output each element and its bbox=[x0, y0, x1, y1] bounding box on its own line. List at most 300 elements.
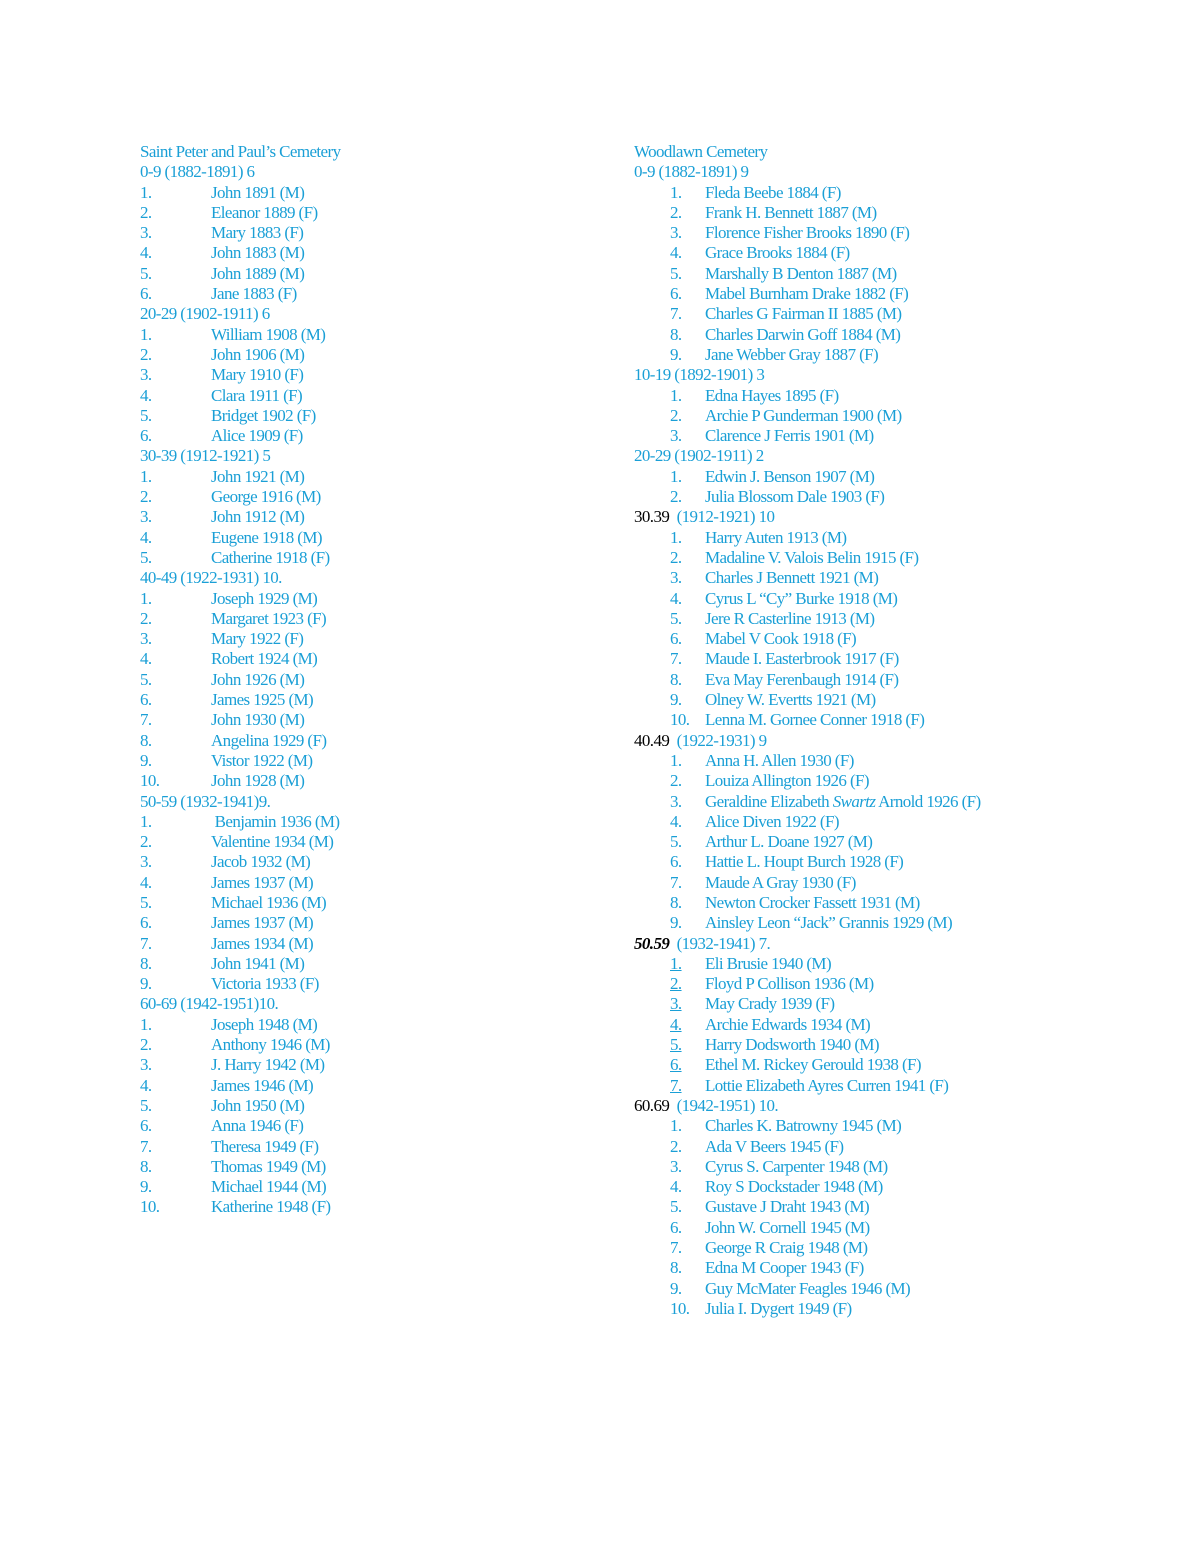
item-text: Alice 1909 (F) bbox=[211, 426, 303, 446]
year-range-count: (1942-1951) 10. bbox=[669, 1095, 779, 1115]
item-text: Maude A Gray 1930 (F) bbox=[705, 872, 856, 892]
list-item bbox=[634, 304, 1154, 324]
list-item bbox=[140, 264, 600, 284]
list-item bbox=[140, 507, 600, 527]
item-text: Ainsley Leon “Jack” Grannis 1929 (M) bbox=[705, 913, 953, 933]
item-number-underlined: 5. bbox=[670, 1035, 682, 1055]
item-number bbox=[670, 1035, 703, 1055]
item-text: John 1912 (M) bbox=[211, 507, 305, 527]
list-item bbox=[634, 710, 1154, 730]
item-text: John 1950 (M) bbox=[211, 1095, 305, 1115]
item-text: Madaline V. Valois Belin 1915 (F) bbox=[705, 547, 919, 567]
item-text: Louiza Allington 1926 (F) bbox=[705, 771, 869, 791]
list-item bbox=[634, 345, 1154, 365]
list-item bbox=[634, 568, 1154, 588]
age-group-heading: 0-9 (1882-1891) 9 bbox=[634, 162, 749, 182]
list-item bbox=[140, 1177, 600, 1197]
item-text: Florence Fisher Brooks 1890 (F) bbox=[705, 223, 910, 243]
item-text: Jane Webber Gray 1887 (F) bbox=[705, 344, 879, 364]
item-number: 6. bbox=[140, 284, 152, 304]
item-text: George R Craig 1948 (M) bbox=[705, 1238, 868, 1258]
item-text: Eleanor 1889 (F) bbox=[211, 202, 318, 222]
list-item bbox=[634, 670, 1154, 690]
item-text: Anthony 1946 (M) bbox=[211, 1035, 330, 1055]
list-item bbox=[140, 1137, 600, 1157]
list-item bbox=[634, 1157, 1154, 1177]
item-number: 7. bbox=[670, 872, 682, 892]
item-text: Katherine 1948 (F) bbox=[211, 1197, 331, 1217]
cemetery-title: Woodlawn Cemetery bbox=[634, 142, 768, 161]
item-text: Gustave J Draht 1943 (M) bbox=[705, 1197, 870, 1217]
item-number: 5. bbox=[140, 547, 152, 567]
list-item bbox=[634, 426, 1154, 446]
list-item bbox=[140, 771, 600, 791]
item-number: 6. bbox=[670, 852, 682, 872]
item-number bbox=[670, 954, 703, 974]
list-item bbox=[634, 771, 1154, 791]
item-number: 2. bbox=[670, 771, 682, 791]
item-number: 2. bbox=[670, 1136, 682, 1156]
item-text: Charles G Fairman II 1885 (M) bbox=[705, 304, 902, 324]
list-item bbox=[634, 974, 1154, 994]
item-number: 5. bbox=[670, 608, 682, 628]
item-number: 2. bbox=[140, 202, 152, 222]
list-item bbox=[140, 934, 600, 954]
item-text: Catherine 1918 (F) bbox=[211, 547, 330, 567]
item-text: Julia Blossom Dale 1903 (F) bbox=[705, 487, 885, 507]
item-number: 8. bbox=[140, 730, 152, 750]
item-text: May Crady 1939 (F) bbox=[705, 994, 835, 1014]
list-item bbox=[634, 913, 1154, 933]
item-number: 6. bbox=[140, 1116, 152, 1136]
item-text: Edna M Cooper 1943 (F) bbox=[705, 1258, 864, 1278]
item-number: 5. bbox=[140, 263, 152, 283]
list-item bbox=[140, 873, 600, 893]
item-text: Arthur L. Doane 1927 (M) bbox=[705, 832, 873, 852]
item-number: 4. bbox=[140, 385, 152, 405]
item-number: 5. bbox=[670, 263, 682, 283]
item-number: 4. bbox=[140, 1075, 152, 1095]
list-item bbox=[140, 852, 600, 872]
list-item bbox=[140, 974, 600, 994]
item-text: James 1925 (M) bbox=[211, 690, 314, 710]
item-text: John 1928 (M) bbox=[211, 771, 305, 791]
list-item bbox=[634, 832, 1154, 852]
list-item bbox=[140, 731, 600, 751]
list-item bbox=[140, 893, 600, 913]
item-text: Ada V Beers 1945 (F) bbox=[705, 1136, 844, 1156]
item-number: 9. bbox=[140, 750, 152, 770]
maiden-name: Swartz bbox=[832, 791, 876, 811]
item-number: 1. bbox=[670, 527, 682, 547]
list-item bbox=[140, 812, 600, 832]
item-text: John 1889 (M) bbox=[211, 263, 305, 283]
item-number: 4. bbox=[140, 243, 152, 263]
item-number: 9. bbox=[140, 974, 152, 994]
item-number: 6. bbox=[670, 1217, 682, 1237]
item-text: Charles K. Batrowny 1945 (M) bbox=[705, 1116, 902, 1136]
list-item bbox=[140, 1015, 600, 1035]
age-range-label: 30.39 bbox=[634, 507, 670, 527]
list-item bbox=[140, 690, 600, 710]
list-item bbox=[140, 223, 600, 243]
item-text: George 1916 (M) bbox=[211, 487, 321, 507]
item-text: Jacob 1932 (M) bbox=[211, 852, 311, 872]
item-number: 3. bbox=[140, 629, 152, 649]
item-text: Jane 1883 (F) bbox=[211, 284, 297, 304]
item-text: Frank H. Bennett 1887 (M) bbox=[705, 202, 877, 222]
item-number bbox=[670, 1076, 703, 1096]
age-group-heading bbox=[634, 1096, 1154, 1116]
item-number: 3. bbox=[140, 1055, 152, 1075]
age-group-heading: 40-49 (1922-1931) 10. bbox=[140, 568, 282, 588]
item-number: 7. bbox=[140, 710, 152, 730]
item-number: 1. bbox=[140, 1014, 152, 1034]
item-number: 5. bbox=[670, 1197, 682, 1217]
item-text: Ethel M. Rickey Gerould 1938 (F) bbox=[705, 1055, 921, 1075]
list-item bbox=[634, 609, 1154, 629]
list-item bbox=[140, 345, 600, 365]
list-item bbox=[634, 792, 1154, 812]
item-text: Victoria 1933 (F) bbox=[211, 974, 319, 994]
list-item bbox=[634, 1116, 1154, 1136]
item-number: 6. bbox=[670, 284, 682, 304]
age-range-label: 50.59 bbox=[634, 933, 670, 953]
item-number: 10. bbox=[140, 771, 160, 791]
item-text: John 1906 (M) bbox=[211, 344, 305, 364]
list-item bbox=[140, 1055, 600, 1075]
item-number: 10. bbox=[670, 1298, 690, 1318]
left-column-saint-peter-and-pauls bbox=[140, 142, 600, 1218]
list-item bbox=[634, 1055, 1154, 1075]
item-text: Archie Edwards 1934 (M) bbox=[705, 1014, 871, 1034]
item-number: 3. bbox=[140, 365, 152, 385]
list-item bbox=[140, 710, 600, 730]
item-number: 10. bbox=[670, 710, 690, 730]
age-group-heading: 60-69 (1942-1951)10. bbox=[140, 994, 279, 1014]
item-number: 3. bbox=[670, 791, 682, 811]
item-number: 1. bbox=[140, 182, 152, 202]
item-number-underlined: 2. bbox=[670, 974, 682, 994]
item-text: Guy McMater Feagles 1946 (M) bbox=[705, 1278, 911, 1298]
item-text: Fleda Beebe 1884 (F) bbox=[705, 182, 841, 202]
item-text: Michael 1944 (M) bbox=[211, 1177, 327, 1197]
item-number: 10. bbox=[140, 1197, 160, 1217]
item-text: Angelina 1929 (F) bbox=[211, 730, 327, 750]
item-number: 7. bbox=[670, 1238, 682, 1258]
item-number: 6. bbox=[140, 426, 152, 446]
item-number: 9. bbox=[670, 1278, 682, 1298]
item-text: James 1946 (M) bbox=[211, 1075, 314, 1095]
item-number: 3. bbox=[670, 426, 682, 446]
item-number bbox=[670, 1055, 703, 1075]
item-number: 1. bbox=[140, 466, 152, 486]
item-text: Harry Dodsworth 1940 (M) bbox=[705, 1035, 879, 1055]
list-item bbox=[634, 690, 1154, 710]
item-number: 1. bbox=[140, 324, 152, 344]
list-item bbox=[634, 1218, 1154, 1238]
item-text: James 1934 (M) bbox=[211, 933, 314, 953]
item-number: 2. bbox=[670, 405, 682, 425]
list-item bbox=[634, 589, 1154, 609]
list-item bbox=[634, 1258, 1154, 1278]
item-number: 1. bbox=[670, 1116, 682, 1136]
list-item bbox=[140, 1157, 600, 1177]
list-item bbox=[634, 1076, 1154, 1096]
list-item bbox=[634, 487, 1154, 507]
item-text: Cyrus S. Carpenter 1948 (M) bbox=[705, 1156, 888, 1176]
item-text: Mabel Burnham Drake 1882 (F) bbox=[705, 284, 909, 304]
age-group-heading: 50-59 (1932-1941)9. bbox=[140, 791, 271, 811]
item-text: Roy S Dockstader 1948 (M) bbox=[705, 1177, 883, 1197]
list-item bbox=[140, 243, 600, 263]
list-item bbox=[634, 649, 1154, 669]
age-group-heading: 30-39 (1912-1921) 5 bbox=[140, 446, 271, 466]
age-group-heading: 20-29 (1902-1911) 6 bbox=[140, 304, 270, 324]
item-number: 9. bbox=[140, 1177, 152, 1197]
item-text: James 1937 (M) bbox=[211, 913, 314, 933]
list-item bbox=[140, 528, 600, 548]
right-column-woodlawn bbox=[634, 142, 1154, 1319]
list-item bbox=[634, 893, 1154, 913]
item-text: Eugene 1918 (M) bbox=[211, 527, 322, 547]
item-number bbox=[670, 974, 703, 994]
name-part: Geraldine Elizabeth bbox=[705, 791, 833, 811]
list-item bbox=[634, 203, 1154, 223]
item-number: 2. bbox=[670, 547, 682, 567]
list-item bbox=[140, 548, 600, 568]
list-item bbox=[634, 548, 1154, 568]
list-item bbox=[140, 426, 600, 446]
list-item bbox=[634, 1197, 1154, 1217]
list-item bbox=[634, 812, 1154, 832]
list-item bbox=[634, 1238, 1154, 1258]
item-text: Floyd P Collison 1936 (M) bbox=[705, 974, 874, 994]
item-number: 2. bbox=[140, 487, 152, 507]
list-item bbox=[634, 629, 1154, 649]
year-range-count: (1932-1941) 7. bbox=[669, 933, 771, 953]
item-text: John 1930 (M) bbox=[211, 710, 305, 730]
item-text: Cyrus L “Cy” Burke 1918 (M) bbox=[705, 588, 898, 608]
item-text: John 1921 (M) bbox=[211, 466, 305, 486]
list-item bbox=[140, 1116, 600, 1136]
list-item bbox=[140, 284, 600, 304]
item-number: 7. bbox=[140, 1136, 152, 1156]
item-number-underlined: 6. bbox=[670, 1055, 682, 1075]
item-text: Harry Auten 1913 (M) bbox=[705, 527, 847, 547]
list-item bbox=[140, 406, 600, 426]
item-text: Olney W. Evertts 1921 (M) bbox=[705, 690, 876, 710]
item-number: 2. bbox=[670, 487, 682, 507]
item-text: Alice Diven 1922 (F) bbox=[705, 811, 839, 831]
age-group-heading: 10-19 (1892-1901) 3 bbox=[634, 365, 765, 385]
item-text: William 1908 (M) bbox=[211, 324, 326, 344]
item-number: 1. bbox=[670, 182, 682, 202]
item-text: Edwin J. Benson 1907 (M) bbox=[705, 466, 875, 486]
item-number: 5. bbox=[670, 832, 682, 852]
item-number: 8. bbox=[140, 1156, 152, 1176]
item-text: James 1937 (M) bbox=[211, 872, 314, 892]
item-number: 2. bbox=[140, 608, 152, 628]
age-range-label: 60.69 bbox=[634, 1095, 670, 1115]
item-text: Benjamin 1936 (M) bbox=[211, 811, 340, 831]
item-number: 2. bbox=[670, 202, 682, 222]
item-text: Bridget 1902 (F) bbox=[211, 405, 316, 425]
item-text: Anna H. Allen 1930 (F) bbox=[705, 750, 854, 770]
item-text: Lenna M. Gornee Conner 1918 (F) bbox=[705, 710, 925, 730]
item-text: Jere R Casterline 1913 (M) bbox=[705, 608, 875, 628]
item-text: Maude I. Easterbrook 1917 (F) bbox=[705, 649, 899, 669]
list-item bbox=[140, 325, 600, 345]
item-text: Edna Hayes 1895 (F) bbox=[705, 385, 839, 405]
list-item bbox=[634, 1015, 1154, 1035]
list-item bbox=[634, 1177, 1154, 1197]
cemetery-title: Saint Peter and Paul’s Cemetery bbox=[140, 142, 341, 161]
list-item bbox=[634, 852, 1154, 872]
item-text: Thomas 1949 (M) bbox=[211, 1156, 326, 1176]
item-number: 1. bbox=[670, 750, 682, 770]
item-text: Robert 1924 (M) bbox=[211, 649, 318, 669]
item-text bbox=[705, 792, 981, 812]
list-item bbox=[140, 487, 600, 507]
list-item bbox=[140, 1096, 600, 1116]
item-number: 2. bbox=[140, 832, 152, 852]
list-item bbox=[140, 629, 600, 649]
item-number: 1. bbox=[670, 385, 682, 405]
age-group-heading: 20-29 (1902-1911) 2 bbox=[634, 446, 764, 466]
item-text: Eva May Ferenbaugh 1914 (F) bbox=[705, 669, 899, 689]
item-number: 4. bbox=[670, 243, 682, 263]
item-number: 9. bbox=[670, 913, 682, 933]
list-item bbox=[140, 365, 600, 385]
list-item bbox=[140, 589, 600, 609]
item-number: 3. bbox=[140, 223, 152, 243]
item-number: 6. bbox=[140, 913, 152, 933]
item-number: 7. bbox=[670, 304, 682, 324]
item-text: Mabel V Cook 1918 (F) bbox=[705, 629, 857, 649]
list-item bbox=[634, 1279, 1154, 1299]
item-text: John 1941 (M) bbox=[211, 953, 305, 973]
item-text: John 1926 (M) bbox=[211, 669, 305, 689]
item-number: 5. bbox=[140, 1095, 152, 1115]
item-number: 2. bbox=[140, 1035, 152, 1055]
item-text: Charles J Bennett 1921 (M) bbox=[705, 568, 879, 588]
item-number: 1. bbox=[140, 811, 152, 831]
item-number: 7. bbox=[140, 933, 152, 953]
item-number: 5. bbox=[140, 892, 152, 912]
list-item bbox=[140, 609, 600, 629]
item-number-underlined: 3. bbox=[670, 994, 682, 1014]
item-number: 9. bbox=[670, 344, 682, 364]
item-text: Valentine 1934 (M) bbox=[211, 832, 334, 852]
item-number: 7. bbox=[670, 649, 682, 669]
item-text: John 1891 (M) bbox=[211, 182, 305, 202]
item-number: 5. bbox=[140, 669, 152, 689]
list-item bbox=[140, 649, 600, 669]
item-text: Anna 1946 (F) bbox=[211, 1116, 304, 1136]
list-item bbox=[634, 406, 1154, 426]
list-item bbox=[634, 183, 1154, 203]
item-text: Lottie Elizabeth Ayres Curren 1941 (F) bbox=[705, 1075, 949, 1095]
year-range-count: (1912-1921) 10 bbox=[669, 507, 775, 527]
item-text: Mary 1922 (F) bbox=[211, 629, 304, 649]
item-text: Marshally B Denton 1887 (M) bbox=[705, 263, 897, 283]
item-number: 3. bbox=[670, 568, 682, 588]
item-number: 5. bbox=[140, 405, 152, 425]
item-text: Eli Brusie 1940 (M) bbox=[705, 953, 832, 973]
list-item bbox=[634, 1035, 1154, 1055]
item-number: 8. bbox=[670, 1258, 682, 1278]
item-number-underlined: 7. bbox=[670, 1075, 682, 1095]
item-number: 2. bbox=[140, 344, 152, 364]
age-group-heading bbox=[634, 507, 1154, 527]
item-text: Charles Darwin Goff 1884 (M) bbox=[705, 324, 901, 344]
list-item bbox=[634, 467, 1154, 487]
item-number: 3. bbox=[140, 852, 152, 872]
list-item bbox=[634, 751, 1154, 771]
list-item bbox=[140, 1076, 600, 1096]
list-item bbox=[634, 994, 1154, 1014]
item-number: 4. bbox=[140, 649, 152, 669]
item-number: 6. bbox=[670, 629, 682, 649]
item-text: Joseph 1929 (M) bbox=[211, 588, 318, 608]
item-text: Clara 1911 (F) bbox=[211, 385, 303, 405]
name-part: Arnold 1926 (F) bbox=[875, 791, 981, 811]
item-text: Joseph 1948 (M) bbox=[211, 1014, 318, 1034]
list-item bbox=[634, 325, 1154, 345]
list-item bbox=[140, 1197, 600, 1217]
item-text: Hattie L. Houpt Burch 1928 (F) bbox=[705, 852, 904, 872]
item-text: Mary 1883 (F) bbox=[211, 223, 304, 243]
item-text: J. Harry 1942 (M) bbox=[211, 1055, 325, 1075]
list-item bbox=[140, 467, 600, 487]
list-item bbox=[140, 203, 600, 223]
item-number: 8. bbox=[670, 669, 682, 689]
item-text: Julia I. Dygert 1949 (F) bbox=[705, 1298, 852, 1318]
item-number: 8. bbox=[670, 892, 682, 912]
year-range-count: (1922-1931) 9 bbox=[669, 730, 767, 750]
item-number: 4. bbox=[670, 1177, 682, 1197]
item-text: John 1883 (M) bbox=[211, 243, 305, 263]
item-text: Clarence J Ferris 1901 (M) bbox=[705, 426, 874, 446]
list-item bbox=[140, 1035, 600, 1055]
item-text: Theresa 1949 (F) bbox=[211, 1136, 319, 1156]
item-text: Margaret 1923 (F) bbox=[211, 608, 327, 628]
age-group-heading bbox=[634, 934, 1154, 954]
item-text: John W. Cornell 1945 (M) bbox=[705, 1217, 870, 1237]
item-number: 1. bbox=[670, 466, 682, 486]
list-item bbox=[140, 954, 600, 974]
age-range-label: 40.49 bbox=[634, 730, 670, 750]
list-item bbox=[140, 832, 600, 852]
list-item bbox=[140, 386, 600, 406]
item-number: 3. bbox=[670, 223, 682, 243]
item-number: 8. bbox=[670, 324, 682, 344]
item-number: 9. bbox=[670, 690, 682, 710]
item-number: 1. bbox=[140, 588, 152, 608]
list-item bbox=[634, 873, 1154, 893]
list-item bbox=[140, 670, 600, 690]
list-item bbox=[634, 284, 1154, 304]
list-item bbox=[634, 954, 1154, 974]
item-text: Vistor 1922 (M) bbox=[211, 750, 313, 770]
list-item bbox=[634, 1137, 1154, 1157]
item-number: 4. bbox=[670, 811, 682, 831]
item-number-underlined: 1. bbox=[670, 953, 682, 973]
item-number bbox=[670, 994, 703, 1014]
item-number: 4. bbox=[670, 588, 682, 608]
list-item bbox=[634, 1299, 1154, 1319]
